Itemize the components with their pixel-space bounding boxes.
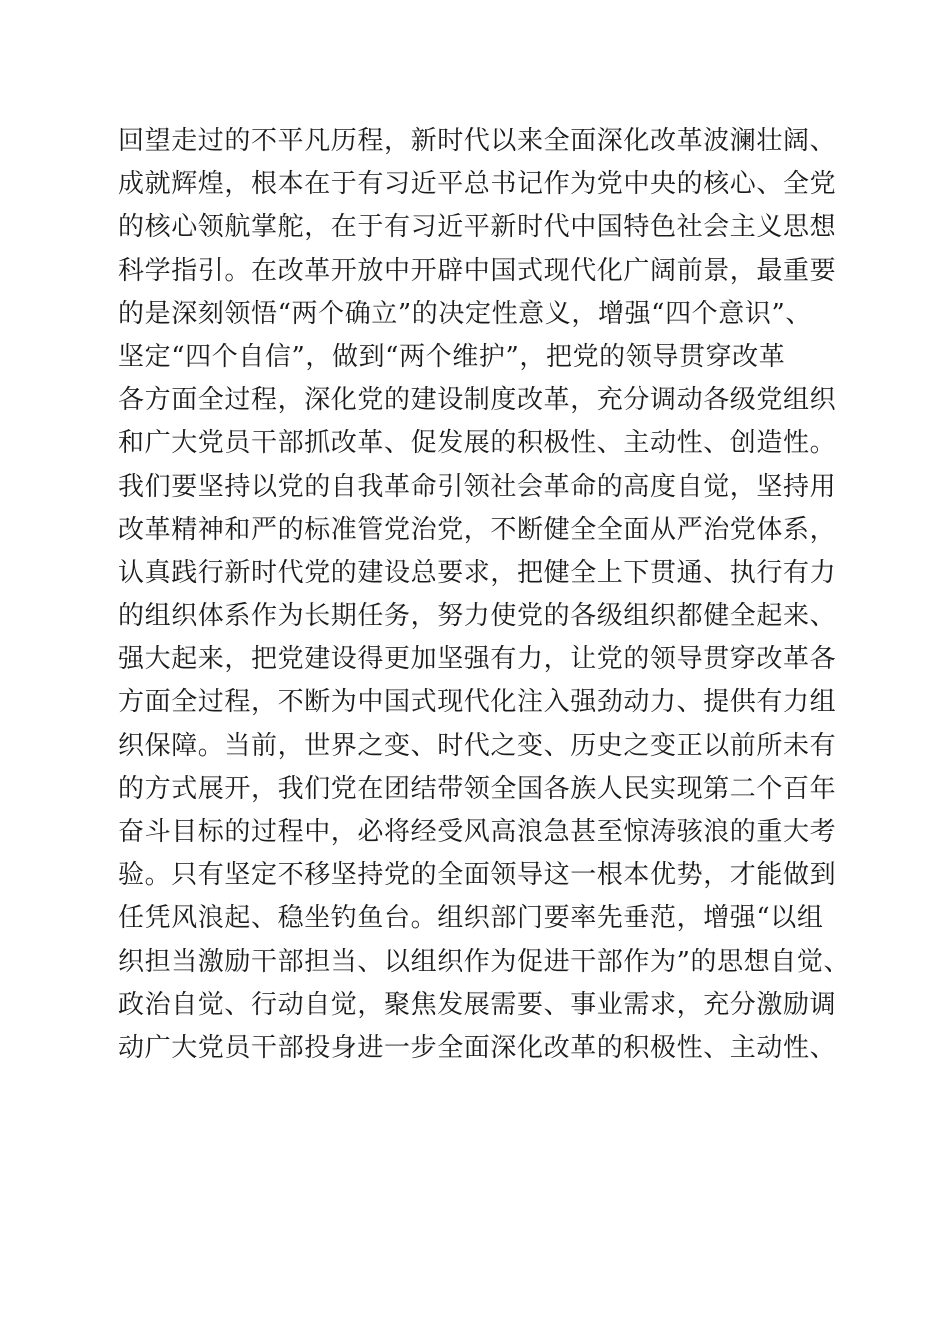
text-line-2: 成就辉煌，根本在于有习近平总书记作为党中央的核心、全党 bbox=[118, 169, 837, 200]
text-line-16: 的方式展开，我们党在团结带领全国各族人民实现第二个百年 bbox=[118, 773, 837, 804]
text-line-11: 认真践行新时代党的建设总要求，把健全上下贯通、执行有力 bbox=[118, 557, 837, 588]
text-line-5: 的是深刻领悟“两个确立”的决定性意义，增强“四个意识”、 bbox=[118, 298, 812, 329]
text-line-10: 改革精神和严的标准管党治党，不断健全全面从严治党体系， bbox=[118, 514, 837, 545]
text-line-22: 动广大党员干部投身进一步全面深化改革的积极性、主动性、 bbox=[118, 1032, 837, 1063]
text-line-19: 任凭风浪起、稳坐钓鱼台。组织部门要率先垂范，增强“以组 bbox=[118, 903, 824, 934]
text-line-1: 回望走过的不平凡历程，新时代以来全面深化改革波澜壮阔、 bbox=[118, 126, 837, 156]
text-line-20: 织担当激励干部担当、以组织作为促进干部作为”的思想自觉、 bbox=[118, 946, 851, 977]
text-line-7: 各方面全过程，深化党的建设制度改革，充分调动各级党组织 bbox=[118, 385, 837, 416]
text-line-14: 方面全过程，不断为中国式现代化注入强劲动力、提供有力组 bbox=[118, 687, 837, 718]
text-line-17: 奋斗目标的过程中，必将经受风高浪急甚至惊涛骇浪的重大考 bbox=[118, 817, 837, 847]
text-line-4: 科学指引。在改革开放中开辟中国式现代化广阔前景，最重要 bbox=[118, 255, 837, 286]
text-line-3: 的核心领航掌舵，在于有习近平新时代中国特色社会主义思想 bbox=[118, 212, 837, 243]
text-line-15: 织保障。当前，世界之变、时代之变、历史之变正以前所未有 bbox=[118, 730, 837, 761]
text-line-21: 政治自觉、行动自觉，聚焦发展需要、事业需求，充分激励调 bbox=[118, 989, 837, 1020]
text-line-6: 坚定“四个自信”，做到“两个维护”，把党的领导贯穿改革 bbox=[118, 341, 786, 372]
text-line-9: 我们要坚持以党的自我革命引领社会革命的高度自觉，坚持用 bbox=[118, 471, 837, 502]
body-paragraph bbox=[118, 120, 851, 1070]
text-line-8: 和广大党员干部抓改革、促发展的积极性、主动性、创造性。 bbox=[118, 428, 837, 459]
text-line-18: 验。只有坚定不移坚持党的全面领导这一根本优势，才能做到 bbox=[118, 860, 837, 891]
text-line-13: 强大起来，把党建设得更加坚强有力，让党的领导贯穿改革各 bbox=[118, 644, 837, 675]
text-line-12: 的组织体系作为长期任务，努力使党的各级组织都健全起来、 bbox=[118, 601, 837, 632]
